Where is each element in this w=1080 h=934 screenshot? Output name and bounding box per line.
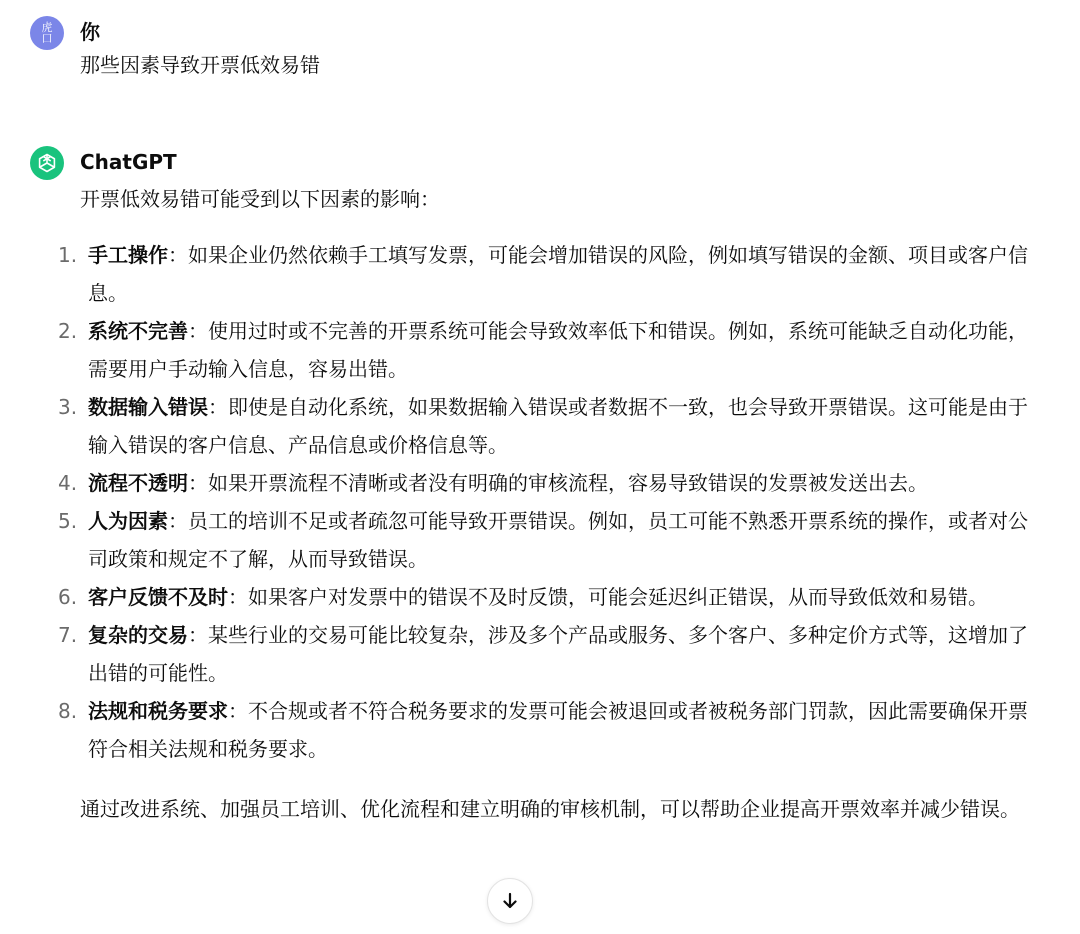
- assistant-intro: 开票低效易错可能受到以下因素的影响：: [80, 187, 440, 211]
- list-number: 3.: [58, 395, 78, 419]
- item-title: 复杂的交易: [88, 623, 188, 647]
- list-number: 1.: [58, 243, 78, 267]
- item-text: ：不合规或者不符合税务要求的发票可能会被退回或者被税务部门罚款，因此需要确保开票符合相关法规和税务要求。: [88, 699, 1028, 761]
- item-text: ：如果客户对发票中的错误不及时反馈，可能会延迟纠正错误，从而导致低效和易错。: [228, 585, 988, 609]
- list-number: 5.: [58, 509, 78, 533]
- list-item: [58, 502, 1040, 578]
- list-number: 8.: [58, 699, 78, 723]
- user-message-text: 那些因素导致开票低效易错: [80, 53, 320, 77]
- item-title: 系统不完善: [88, 319, 188, 343]
- user-avatar: [30, 16, 64, 50]
- item-title: 手工操作: [88, 243, 168, 267]
- list-item: [58, 312, 1040, 388]
- item-title: 法规和税务要求: [88, 699, 228, 723]
- openai-logo-icon: [30, 146, 64, 180]
- list-item: [58, 236, 1040, 312]
- item-text: ：如果企业仍然依赖手工填写发票，可能会增加错误的风险，例如填写错误的金额、项目或客户信息。: [88, 243, 1028, 305]
- item-text: ：如果开票流程不清晰或者没有明确的审核流程，容易导致错误的发票被发送出去。: [188, 471, 928, 495]
- list-item: [58, 388, 1040, 464]
- user-avatar-text: 虎口: [41, 21, 53, 45]
- list-item: [58, 578, 1040, 616]
- list-number: 7.: [58, 623, 78, 647]
- list-number: 6.: [58, 585, 78, 609]
- list-number: 2.: [58, 319, 78, 343]
- item-text: ：员工的培训不足或者疏忽可能导致开票错误。例如，员工可能不熟悉开票系统的操作，或者对公司政策和规定不了解，从而导致错误。: [88, 509, 1028, 571]
- scroll-to-bottom-button[interactable]: [487, 878, 533, 924]
- item-text: ：某些行业的交易可能比较复杂，涉及多个产品或服务、多个客户、多种定价方式等，这增加了出错的可能性。: [88, 623, 1028, 685]
- list-item: [58, 464, 1040, 502]
- list-item: [58, 692, 1040, 768]
- item-title: 人为因素: [88, 509, 168, 533]
- assistant-conclusion: 通过改进系统、加强员工培训、优化流程和建立明确的审核机制，可以帮助企业提高开票效率并减少错误。: [80, 797, 1020, 821]
- item-title: 数据输入错误: [88, 395, 208, 419]
- list-number: 4.: [58, 471, 78, 495]
- item-text: ：即使是自动化系统，如果数据输入错误或者数据不一致，也会导致开票错误。这可能是由于输入错误的客户信息、产品信息或价格信息等。: [88, 395, 1028, 457]
- list-item: [58, 616, 1040, 692]
- factor-list: [58, 236, 1040, 768]
- arrow-down-icon: [500, 891, 520, 911]
- item-title: 客户反馈不及时: [88, 585, 228, 609]
- item-text: ：使用过时或不完善的开票系统可能会导致效率低下和错误。例如，系统可能缺乏自动化功能，需要用户手动输入信息，容易出错。: [88, 319, 1028, 381]
- assistant-message-body: [58, 180, 1040, 828]
- user-author-name: 你: [80, 20, 100, 44]
- item-title: 流程不透明: [88, 471, 188, 495]
- assistant-author-name: ChatGPT: [80, 150, 177, 174]
